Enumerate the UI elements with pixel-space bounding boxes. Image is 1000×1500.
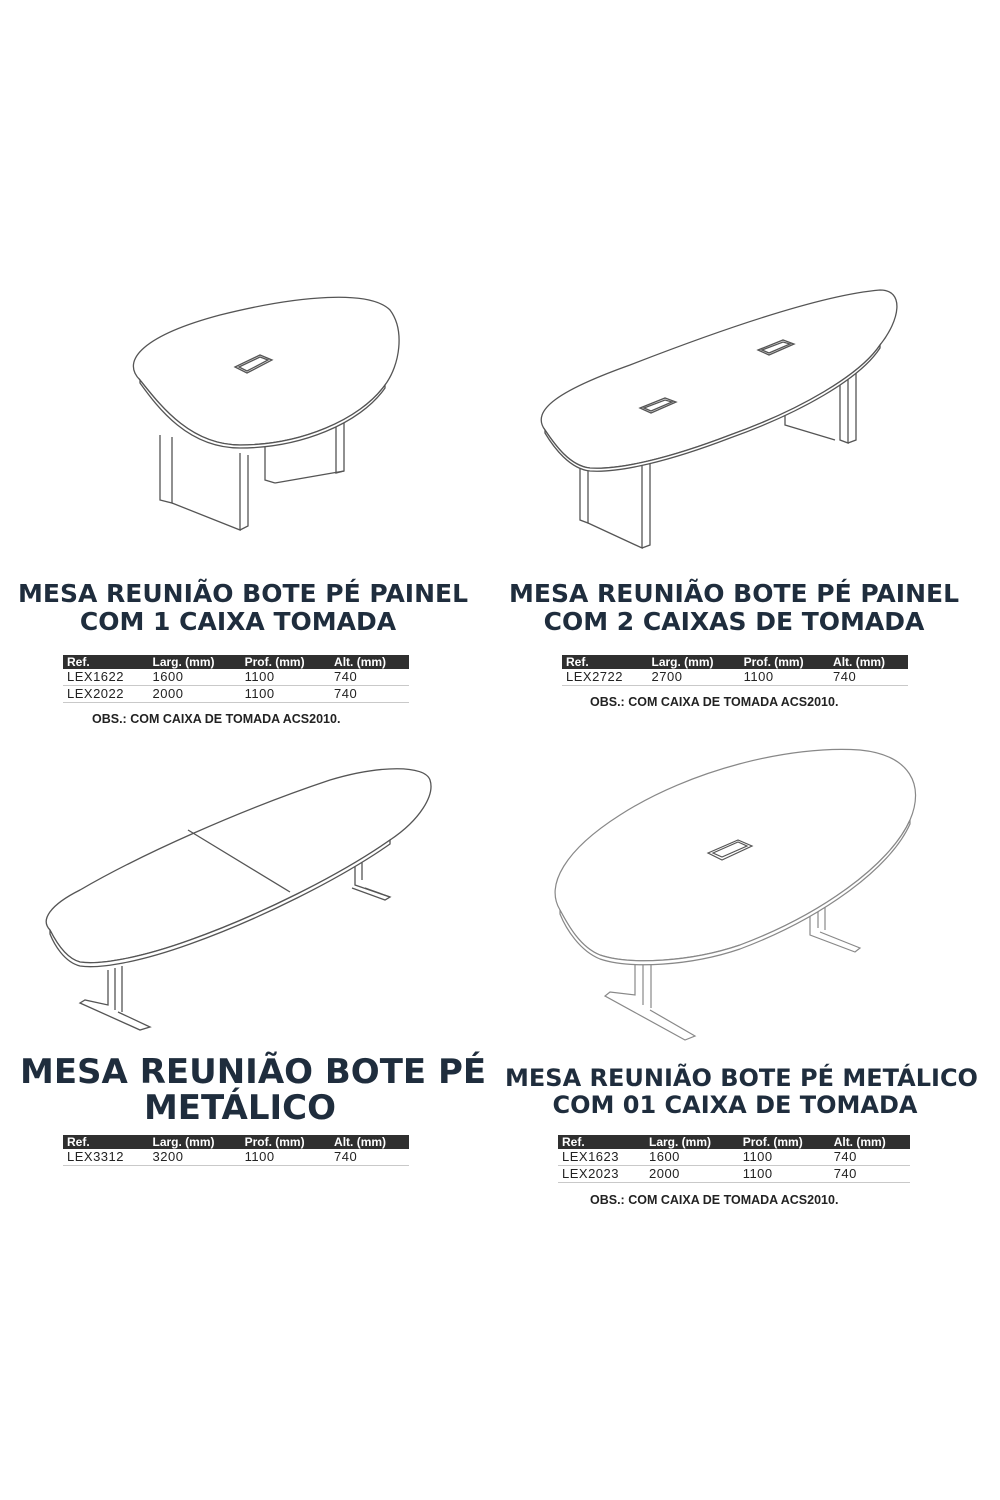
product-title-4-line1: MESA REUNIÃO BOTE PÉ METÁLICO — [505, 1064, 978, 1092]
col-ref: Ref. — [63, 1135, 149, 1149]
col-ref: Ref. — [558, 1135, 645, 1149]
cell-ref: LEX2022 — [63, 686, 149, 703]
col-width: Larg. (mm) — [149, 655, 241, 669]
col-width: Larg. (mm) — [645, 1135, 739, 1149]
product-title-3-line2: METÁLICO — [143, 1087, 337, 1128]
cell-width: 2000 — [645, 1166, 739, 1183]
cell-height: 740 — [830, 1166, 910, 1183]
product-title-1 — [18, 579, 469, 636]
spec-table-header — [558, 1135, 910, 1149]
cell-ref: LEX3312 — [63, 1149, 149, 1166]
col-depth: Prof. (mm) — [740, 655, 829, 669]
cell-depth: 1100 — [241, 686, 330, 703]
cell-height: 740 — [830, 1149, 910, 1166]
table-illustration-metal-1-box — [540, 740, 930, 1050]
cell-depth: 1100 — [739, 1166, 830, 1183]
cell-depth: 1100 — [241, 669, 330, 686]
cell-depth: 1100 — [739, 1149, 830, 1166]
cell-ref: LEX2023 — [558, 1166, 645, 1183]
table-illustration-panel-2-boxes — [530, 280, 910, 555]
product-title-4-line2: COM 01 CAIXA DE TOMADA — [552, 1090, 918, 1119]
table-illustration-panel-1-box — [100, 285, 420, 540]
table-row — [63, 686, 409, 703]
obs-note-2: OBS.: COM CAIXA DE TOMADA ACS2010. — [590, 695, 839, 709]
product-title-1-line1: MESA REUNIÃO BOTE PÉ PAINEL — [18, 579, 469, 608]
col-ref: Ref. — [562, 655, 648, 669]
product-title-3-line1: MESA REUNIÃO BOTE PÉ — [20, 1052, 487, 1092]
table-illustration-metal-long — [40, 740, 440, 1040]
cell-width: 1600 — [645, 1149, 739, 1166]
cell-depth: 1100 — [241, 1149, 330, 1166]
product-title-2-line2: COM 2 CAIXAS DE TOMADA — [543, 607, 925, 636]
spec-table-header — [562, 655, 908, 669]
cell-width: 2000 — [149, 686, 241, 703]
table-row — [63, 1149, 409, 1166]
col-width: Larg. (mm) — [149, 1135, 241, 1149]
cell-depth: 1100 — [740, 669, 829, 686]
product-title-3 — [20, 1052, 487, 1128]
table-row — [562, 669, 908, 686]
spec-table-4 — [558, 1135, 910, 1183]
col-width: Larg. (mm) — [648, 655, 740, 669]
col-height: Alt. (mm) — [330, 655, 409, 669]
cell-ref: LEX2722 — [562, 669, 648, 686]
product-title-1-line2: COM 1 CAIXA TOMADA — [79, 607, 397, 636]
spec-table-1 — [63, 655, 409, 703]
product-title-2-line1: MESA REUNIÃO BOTE PÉ PAINEL — [508, 579, 960, 608]
spec-table-header — [63, 1135, 409, 1149]
col-depth: Prof. (mm) — [241, 655, 330, 669]
col-height: Alt. (mm) — [330, 1135, 409, 1149]
col-depth: Prof. (mm) — [241, 1135, 330, 1149]
cell-height: 740 — [330, 1149, 409, 1166]
cell-width: 1600 — [149, 669, 241, 686]
cell-width: 2700 — [648, 669, 740, 686]
table-row — [63, 669, 409, 686]
product-title-2 — [508, 580, 960, 636]
spec-table-3 — [63, 1135, 409, 1166]
spec-table-header — [63, 655, 409, 669]
obs-note-1: OBS.: COM CAIXA DE TOMADA ACS2010. — [92, 712, 341, 726]
cell-height: 740 — [330, 669, 409, 686]
col-height: Alt. (mm) — [829, 655, 908, 669]
spec-table-2 — [562, 655, 908, 686]
cell-height: 740 — [829, 669, 908, 686]
cell-ref: LEX1623 — [558, 1149, 645, 1166]
col-ref: Ref. — [63, 655, 149, 669]
table-row — [558, 1149, 910, 1166]
cell-width: 3200 — [149, 1149, 241, 1166]
obs-note-4: OBS.: COM CAIXA DE TOMADA ACS2010. — [590, 1193, 839, 1207]
col-depth: Prof. (mm) — [739, 1135, 830, 1149]
col-height: Alt. (mm) — [830, 1135, 910, 1149]
cell-height: 740 — [330, 686, 409, 703]
product-title-4 — [505, 1064, 978, 1119]
table-row — [558, 1166, 910, 1183]
cell-ref: LEX1622 — [63, 669, 149, 686]
